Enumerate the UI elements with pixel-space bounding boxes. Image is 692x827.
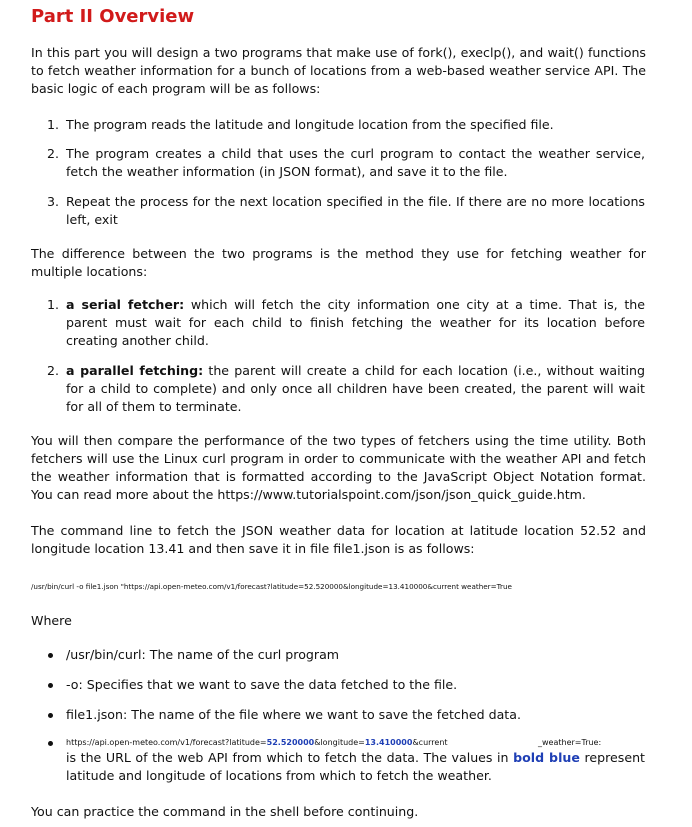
- step-item-3: [47, 193, 645, 229]
- bullet-text: file1.json: The name of the file where we want to save the fetched data.: [66, 707, 521, 722]
- where-label: Where: [31, 613, 72, 628]
- bullet-text: -o: Specifies that we want to save the data fetched to the file.: [66, 677, 458, 692]
- bullet-item-o-flag: [48, 676, 645, 694]
- step-text: The program reads the latitude and longitude location from the specified file.: [66, 117, 554, 132]
- fetcher-number: 2.: [47, 363, 60, 378]
- command-intro-paragraph: The command line to fetch the JSON weather data for location at latitude location 52.52 and longitude location 13.41 and then save it in file file1.json is as follows:: [31, 523, 646, 556]
- compare-paragraph: You will then compare the performance of the two types of fetchers using the time utility. Both fetchers will use the Linux curl program in order to communicate with the weather API and fetch the weather information that is formatted according to the JavaScript Object Notation format. You can read more about the https://www.tutorialspoint.com/json/json_quick_guide.htm.: [31, 433, 646, 502]
- difference-paragraph: The difference between the two programs is the method they use for fetching weather for multiple locations:: [31, 246, 646, 279]
- step-text: Repeat the process for the next location specified in the file. If there are no more locations left, exit: [66, 194, 645, 227]
- bold-blue-label: bold blue: [513, 750, 580, 765]
- url-line: [66, 737, 645, 749]
- step-number: 3.: [47, 194, 60, 209]
- fetcher-text: [66, 362, 645, 416]
- bullet-item-curl: [48, 646, 645, 664]
- url-description-end: represent latitude and longitude of locations from which to fetch the weather.: [66, 750, 645, 783]
- step-item-2: [47, 145, 645, 181]
- fetcher-name: a parallel fetching:: [66, 363, 204, 378]
- bullet-text: /usr/bin/curl: The name of the curl program: [66, 647, 340, 662]
- fetcher-number: 1.: [47, 297, 60, 312]
- url-weather: _weather=True:: [538, 738, 602, 747]
- bullet-text: [66, 737, 645, 785]
- bullet-icon: [48, 713, 53, 718]
- step-number: 1.: [47, 117, 60, 132]
- fetcher-item-2: [47, 362, 645, 416]
- bullet-icon: [48, 741, 53, 746]
- step-item-1: [47, 116, 645, 134]
- section-title: Part II Overview: [31, 6, 195, 27]
- url-latitude: 52.520000: [266, 738, 315, 747]
- step-text: The program creates a child that uses the curl program to contact the weather service, fetch the weather information (in JSON format), and save it to the file.: [66, 146, 645, 179]
- url-description: is the URL of the web API from which to fetch the data. The values in: [66, 750, 514, 765]
- bullet-item-url: [48, 737, 645, 785]
- url-mid: &longitude=: [314, 738, 365, 747]
- fetcher-description: the parent will create a child for each location (i.e., without waiting for a child to complete) and only once all children have been created, the parent will wait for all of them to terminate.: [66, 363, 645, 414]
- bullet-icon: [48, 653, 53, 658]
- intro-paragraph: In this part you will design a two programs that make use of fork(), execlp(), and wait() functions to fetch weather information for a bunch of locations from a web-based weather service API. The basic logic of each program will be as follows:: [31, 45, 646, 96]
- practice-paragraph: You can practice the command in the shell before continuing.: [31, 804, 419, 819]
- fetcher-name: a serial fetcher:: [66, 297, 185, 312]
- bullet-item-file: [48, 706, 645, 724]
- curl-command: /usr/bin/curl -o file1.json "https://api.open-meteo.com/v1/forecast?latitude=52.520000&longitude=13.410000&current weather=True: [31, 582, 512, 591]
- step-number: 2.: [47, 146, 60, 161]
- url-longitude: 13.410000: [364, 738, 413, 747]
- url-suffix: &current: [412, 738, 448, 747]
- bullet-icon: [48, 683, 53, 688]
- fetcher-description: which will fetch the city information one city at a time. That is, the parent must wait for each child to finish fetching the weather for its location before creating another child.: [66, 297, 645, 348]
- fetcher-text: [66, 296, 645, 350]
- url-prefix: https://api.open-meteo.com/v1/forecast?latitude=: [66, 738, 267, 747]
- fetcher-item-1: [47, 296, 645, 350]
